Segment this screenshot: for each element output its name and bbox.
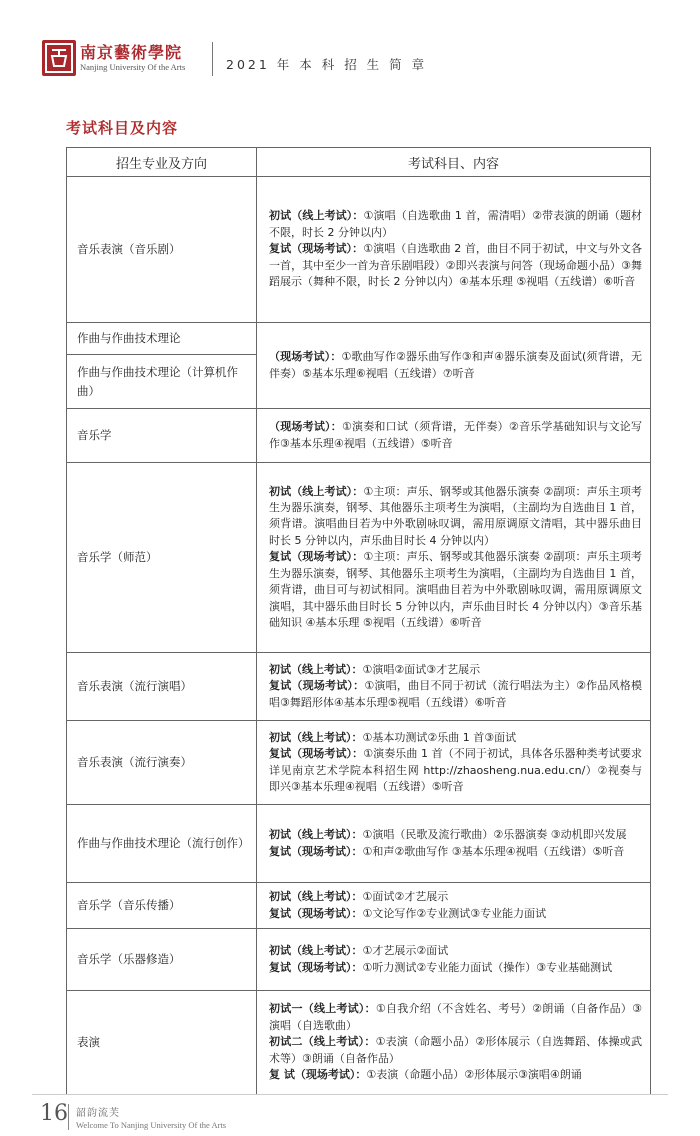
stage-label: 复试（现场考试）： (269, 906, 363, 920)
page-number: 16 (40, 1101, 68, 1126)
stage-label: 复试（现场考试）： (269, 844, 363, 858)
stage-text: ①表演（命题小品）②形体展示（自选舞蹈、体操或武术等）③朗诵（自备作品） (269, 1035, 642, 1065)
major-cell: 作曲与作曲技术理论（流行创作） (67, 805, 257, 883)
stage-label: 复试（现场考试）： (269, 960, 363, 974)
table-row (67, 883, 651, 929)
footer-rule (32, 1094, 668, 1095)
major-cell: 表演 (67, 991, 257, 1095)
page-header (0, 0, 700, 100)
footer-divider (68, 1104, 69, 1130)
stage-text: ①听力测试②专业能力面试（操作）③专业基础测试 (362, 960, 613, 974)
column-header-major: 招生专业及方向 (67, 148, 257, 177)
content-cell (257, 409, 651, 463)
major-cell: 音乐学（乐器修造） (67, 929, 257, 991)
university-name-en: Nanjing University Of the Arts (80, 62, 186, 72)
stage-label: 初试（线上考试）： (269, 890, 363, 904)
brochure-title: 2021 年 本 科 招 生 简 章 (226, 57, 428, 72)
stage-label: 复试（现场考试）： (269, 242, 364, 256)
major-cell: 作曲与作曲技术理论 (67, 323, 257, 355)
table-row (67, 929, 651, 991)
stage-label: 初试二（线上考试）： (269, 1035, 376, 1049)
table-row (67, 721, 651, 805)
stage-label: 初试（线上考试）： (269, 662, 363, 676)
university-logo-icon (42, 40, 76, 76)
stage-label: 初试一（线上考试）： (269, 1002, 376, 1016)
stage-label: 初试（线上考试）： (269, 944, 363, 958)
stage-text: ①演唱②面试③才艺展示 (362, 662, 481, 676)
table-row (67, 323, 651, 355)
footer-slogan: 韶韵流芙 (76, 1108, 120, 1119)
stage-label: （现场考试）： (269, 420, 342, 434)
content-cell (257, 805, 651, 883)
stage-label: 初试（线上考试）： (269, 209, 364, 223)
header-divider (212, 42, 213, 76)
stage-label: 初试（线上考试）： (269, 730, 363, 744)
stage-text: ①主项：声乐、钢琴或其他器乐演奏 ②副项：声乐主项考生为器乐演奏，钢琴、其他器乐主项考生为演唱，（主副均为自选曲目 1 首，须背谱。演唱曲目若为中外歌剧咏叹调，需用原调原文清唱，其中器乐曲目时长 5 分钟以内，声乐曲目时长 4 分钟以内） (269, 484, 643, 547)
stage-text: ①面试②才艺展示 (362, 890, 449, 904)
stage-text: ①歌曲写作②器乐曲写作③和声④器乐演奏及面试(须背谱，无伴奏）⑤基本乐理⑥视唱（五线谱）⑦听音 (269, 350, 642, 380)
university-name-cn: 南京藝術學院 (80, 43, 183, 62)
major-cell: 音乐学 (67, 409, 257, 463)
exam-subjects-table (66, 147, 651, 1095)
stage-text: ①文论写作②专业测试③专业能力面试 (362, 906, 547, 920)
column-header-content: 考试科目、内容 (257, 148, 651, 177)
stage-text: ①主项：声乐、钢琴或其他器乐演奏 ②副项：声乐主项考生为器乐演奏，钢琴、其他器乐主项考生为演唱，（主副均为自选曲目 1 首，须背谱，曲目可与初试相同。演唱曲目若为中外歌剧咏叹调，需用原调原文演唱，其中器乐曲目时长 5 分钟以内，声乐曲目时长 4 分钟以内）③音乐基础知识 ④基本乐理 ⑤视唱（五线谱）⑥听音 (269, 550, 643, 629)
stage-label: 复试（现场考试）： (269, 550, 364, 564)
stage-text: ①演唱（自选歌曲 1 首，需清唱）②带表演的朗诵（题材不限，时长 2 分钟以内） (269, 209, 643, 239)
major-cell: 作曲与作曲技术理论（计算机作曲） (67, 355, 257, 409)
footer-slogan-en: Welcome To Nanjing University Of the Arts (76, 1120, 227, 1130)
content-cell (257, 929, 651, 991)
stage-text: ①演奏和口试（须背谱，无伴奏）②音乐学基础知识与文论写作③基本乐理④视唱（五线谱）⑤听音 (269, 420, 642, 450)
content-cell (257, 323, 651, 409)
content-cell (257, 991, 651, 1095)
stage-label: 初试（线上考试）： (269, 828, 363, 842)
stage-label: 复试（现场考试）： (269, 747, 364, 761)
stage-text: ①基本功测试②乐曲 1 首③面试 (362, 730, 517, 744)
content-cell (257, 721, 651, 805)
stage-text: ①和声②歌曲写作 ③基本乐理④视唱（五线谱）⑤听音 (362, 844, 625, 858)
section-title: 考试科目及内容 (66, 119, 179, 137)
stage-label: （现场考试）： (269, 350, 342, 364)
stage-text: ①才艺展示②面试 (362, 944, 449, 958)
stage-label: 初试（线上考试）： (269, 484, 364, 498)
table-row (67, 805, 651, 883)
table-row (67, 991, 651, 1095)
table-row (67, 463, 651, 653)
stage-text: ①演唱（民歌及流行歌曲）②乐器演奏 ③动机即兴发展 (362, 828, 627, 842)
stage-text: ①表演（命题小品）②形体展示③演唱④朗诵 (366, 1068, 582, 1082)
stage-text: ①演唱，曲目不同于初试（流行唱法为主）②作品风格模唱③舞蹈形体④基本乐理⑤视唱（五线谱）⑥听音 (269, 679, 643, 709)
major-cell: 音乐表演（流行演唱） (67, 653, 257, 721)
content-cell (257, 883, 651, 929)
major-cell: 音乐表演（流行演奏） (67, 721, 257, 805)
major-cell: 音乐学（音乐传播） (67, 883, 257, 929)
stage-label: 复试（现场考试）： (269, 679, 365, 693)
content-cell (257, 653, 651, 721)
content-cell (257, 463, 651, 653)
stage-label: 复 试（现场考试）： (269, 1068, 367, 1082)
stage-text: ①演唱（自选歌曲 2 首，曲目不同于初试，中文与外文各一首，其中至少一首为音乐剧唱段）②即兴表演与问答（现场命题小品）③舞蹈展示（舞种不限，时长 2 分钟以内）④基本乐理 ⑤视唱（五线谱）⑥听音 (269, 242, 642, 289)
major-cell: 音乐表演（音乐剧） (67, 177, 257, 323)
stage-text: ①自我介绍（不含姓名、考号）②朗诵（自备作品）③演唱（自选歌曲） (269, 1002, 642, 1032)
stage-text: ①演奏乐曲 1 首（不同于初试，具体各乐器种类考试要求详见南京艺术学院本科招生网 http://zhaosheng.nua.edu.cn/）②视奏与即兴③基本乐理④视唱（五线谱）⑤听音 (269, 747, 642, 793)
table-row (67, 177, 651, 323)
major-cell: 音乐学（师范） (67, 463, 257, 653)
content-cell (257, 177, 651, 323)
table-header-row (67, 148, 651, 177)
table-row (67, 653, 651, 721)
table-row (67, 409, 651, 463)
